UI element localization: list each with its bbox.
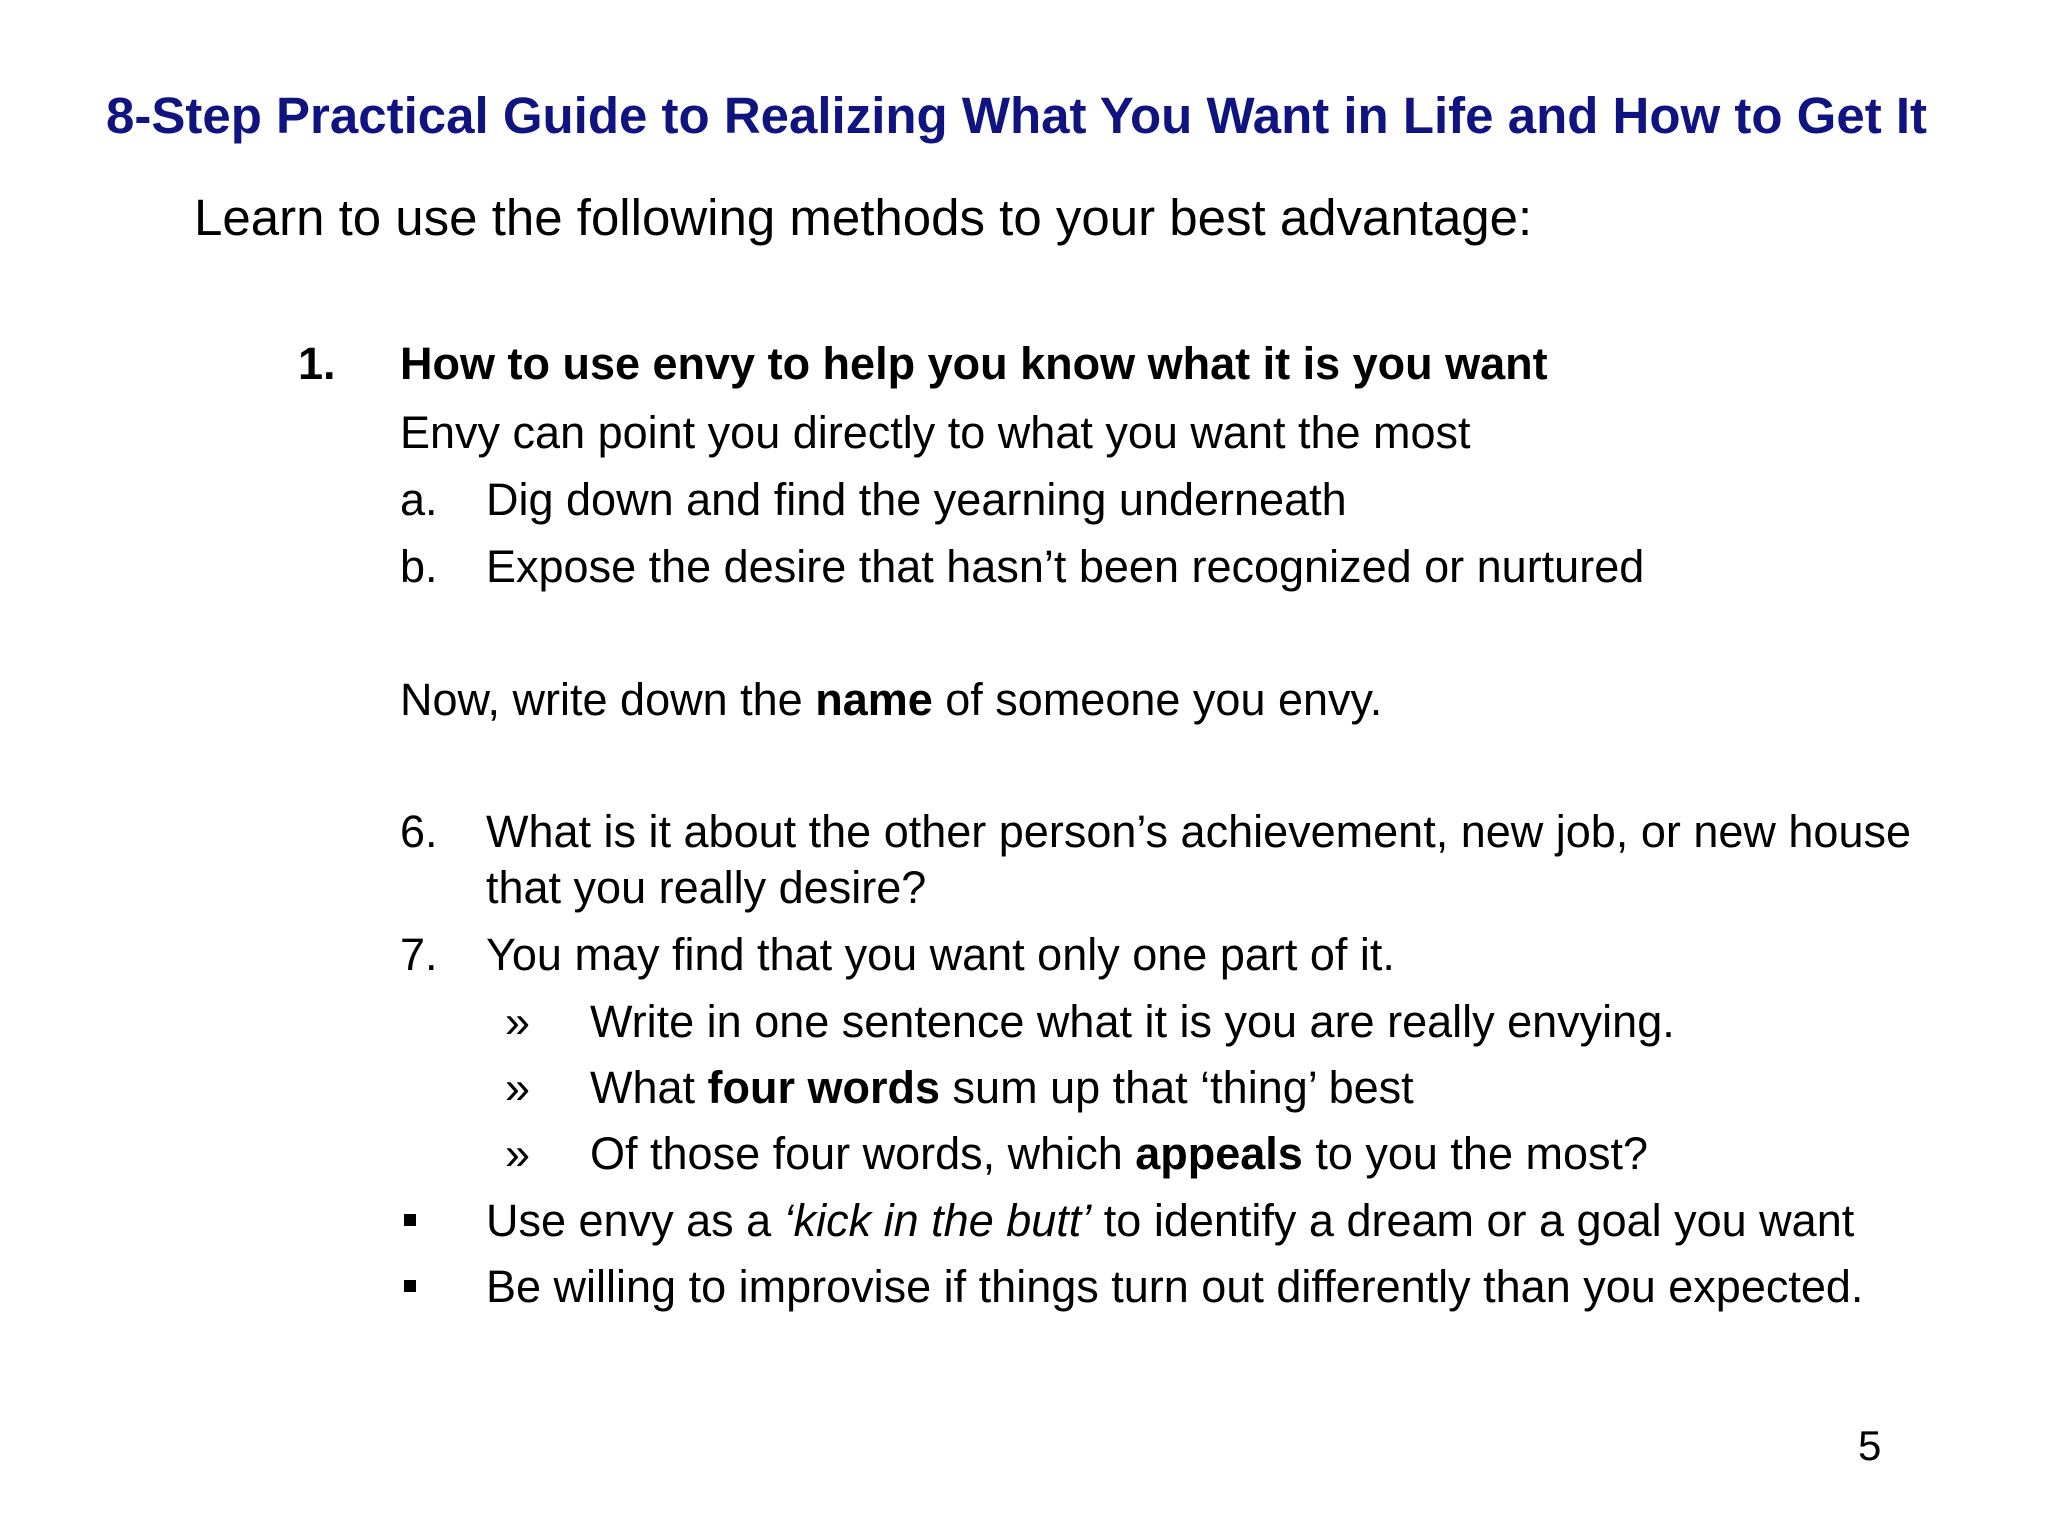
numbered-item-6-line1: What is it about the other person’s achievement, new job, or new house <box>486 806 1911 857</box>
sub-bullet-marker-2: » <box>505 1062 531 1113</box>
letter-item-b: Expose the desire that hasn’t been recognized or nurtured <box>486 541 1645 592</box>
square-bullet-icon <box>404 1280 416 1292</box>
page-number: 5 <box>1858 1422 1882 1469</box>
letter-item-a: Dig down and find the yearning underneath <box>486 474 1347 525</box>
numbered-item-7: You may find that you want only one part of it. <box>486 929 1395 980</box>
section-number: 1. <box>298 338 336 389</box>
prompt-after: of someone you envy. <box>932 674 1383 725</box>
section-heading: How to use envy to help you know what it is you want <box>400 338 1548 389</box>
sub-bullet-2 <box>590 1060 1414 1116</box>
square-bullet-1-italic: ‘kick in the butt’ <box>783 1195 1092 1246</box>
prompt-before: Now, write down the <box>400 674 816 725</box>
sub-bullet-3 <box>590 1126 1648 1182</box>
sub-bullet-3-before: Of those four words, which <box>590 1128 1136 1179</box>
sub-bullet-3-bold: appeals <box>1135 1128 1303 1179</box>
square-bullet-1-after: to identify a dream or a goal you want <box>1091 1195 1855 1246</box>
numbered-marker-7: 7. <box>400 929 438 980</box>
numbered-item-6-line2: that you really desire? <box>486 862 927 913</box>
sub-bullet-1-text: Write in one sentence what it is you are really envying. <box>590 996 1675 1047</box>
letter-marker-a: a. <box>400 474 438 525</box>
sub-bullet-1 <box>590 994 1675 1050</box>
square-bullet-2-text: Be willing to improvise if things turn out differently than you expected. <box>486 1261 1864 1312</box>
square-bullet-2 <box>486 1259 1863 1315</box>
letter-marker-b: b. <box>400 541 438 592</box>
sub-bullet-marker-1: » <box>505 996 531 1047</box>
section-subheading: Envy can point you directly to what you want the most <box>400 407 1471 458</box>
sub-bullet-3-after: to you the most? <box>1302 1128 1649 1179</box>
sub-bullet-2-before: What <box>590 1062 708 1113</box>
intro-text: Learn to use the following methods to your best advantage: <box>194 189 1533 246</box>
square-bullet-1 <box>486 1193 1854 1249</box>
sub-bullet-marker-3: » <box>505 1128 531 1179</box>
sub-bullet-2-after: sum up that ‘thing’ best <box>940 1062 1414 1113</box>
square-bullet-1-before: Use envy as a <box>486 1195 784 1246</box>
sub-bullet-2-bold: four words <box>707 1062 941 1113</box>
prompt-bold: name <box>815 674 933 725</box>
numbered-marker-6: 6. <box>400 806 438 857</box>
prompt-line <box>400 672 1382 728</box>
slide-title: 8-Step Practical Guide to Realizing What You Want in Life and How to Get It <box>106 87 1928 144</box>
square-bullet-icon <box>404 1214 416 1226</box>
